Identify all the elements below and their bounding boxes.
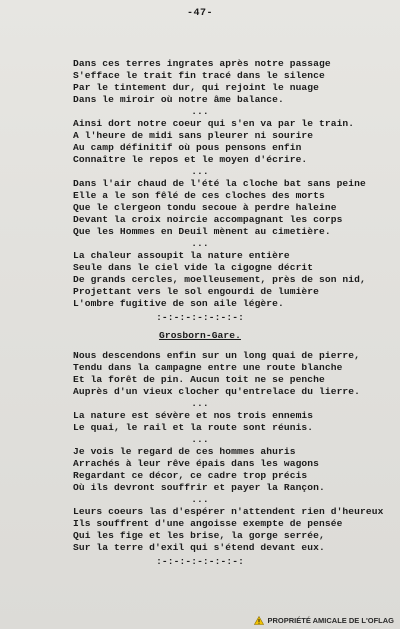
footer-watermark [254, 616, 394, 625]
poem-line: Et la forêt de pin. Aucun toit ne se penche [73, 374, 325, 385]
poem-line: S'efface le trait fin tracé dans le silence [73, 70, 325, 81]
poem-line: Le quai, le rail et la route sont réunis. [73, 422, 314, 433]
stanza-separator: ... [191, 106, 209, 117]
poem-line: Je vois le regard de ces hommes ahuris [73, 446, 296, 457]
footer-text: PROPRIÉTÉ AMICALE DE L'OFLAG [267, 616, 394, 625]
poem-line: Elle a le son fêlé de ces cloches des morts [73, 190, 325, 201]
poem-line: Ainsi dort notre coeur qui s'en va par le train. [73, 118, 355, 129]
stanza-separator: ... [191, 166, 209, 177]
poem-line: La nature est sévère et nos trois ennemis [73, 410, 314, 421]
section-divider: :-:-:-:-:-:-:-: [156, 556, 244, 567]
poem-line: Projettant vers le sol engourdi de lumière [73, 286, 320, 297]
stanza-separator: ... [191, 434, 209, 445]
poem-line: Par le tintement dur, qui rejoint le nuage [73, 82, 320, 93]
poem-line: Où ils devront souffrir et payer la Rançon. [73, 482, 325, 493]
poem-line: De grands cercles, moelleusement, près de son nid, [73, 274, 366, 285]
stanza-separator: ... [191, 398, 209, 409]
poem-line: Ils souffrent d'une angoisse exempte de pensée [73, 518, 343, 529]
poem-line: Connaître le repos et le moyen d'écrire. [73, 154, 308, 165]
poem-line: Tendu dans la campagne entre une route blanche [73, 362, 343, 373]
poem-line: Devant la croix noircie accompagnant les corps [73, 214, 343, 225]
warning-icon [254, 616, 264, 625]
poem-line: Sur la terre d'exil qui s'étend devant eux. [73, 542, 325, 553]
poem-line: Auprès d'un vieux clocher qu'entrelace du lierre. [73, 386, 361, 397]
poem-line: Nous descendons enfin sur un long quai de pierre, [73, 350, 361, 361]
poem-line: Dans ces terres ingrates après notre passage [73, 58, 331, 69]
poem-line: La chaleur assoupit la nature entière [73, 250, 290, 261]
section-heading: Grosborn-Gare. [158, 330, 241, 341]
poem-line: Dans l'air chaud de l'été la cloche bat sans peine [73, 178, 366, 189]
poem-line: Dans le miroir où notre âme balance. [73, 94, 284, 105]
poem-line: Leurs coeurs las d'espérer n'attendent rien d'heureux [73, 506, 384, 517]
stanza-separator: ... [191, 238, 209, 249]
poem-line: L'ombre fugitive de son aile légère. [73, 298, 284, 309]
poem-line: Que le clergeon tondu secoue à perdre haleine [73, 202, 337, 213]
poem-line: Seule dans le ciel vide la cigogne décrit [73, 262, 314, 273]
stanza-separator: ... [191, 494, 209, 505]
poem-line: Au camp définitif où pous pensons enfin [73, 142, 302, 153]
poem-line: Arrachés à leur rêve épais dans les wagons [73, 458, 320, 469]
poem-line: Que les Hommes en Deuil mènent au cimetière. [73, 226, 331, 237]
poem-line: A l'heure de midi sans pleurer ni sourire [73, 130, 314, 141]
poem-line: Qui les fige et les brise, la gorge serrée, [73, 530, 325, 541]
section-divider: :-:-:-:-:-:-:-: [156, 312, 244, 323]
page-number: -47- [186, 8, 213, 19]
poem-line: Regardant ce décor, ce cadre trop précis [73, 470, 308, 481]
